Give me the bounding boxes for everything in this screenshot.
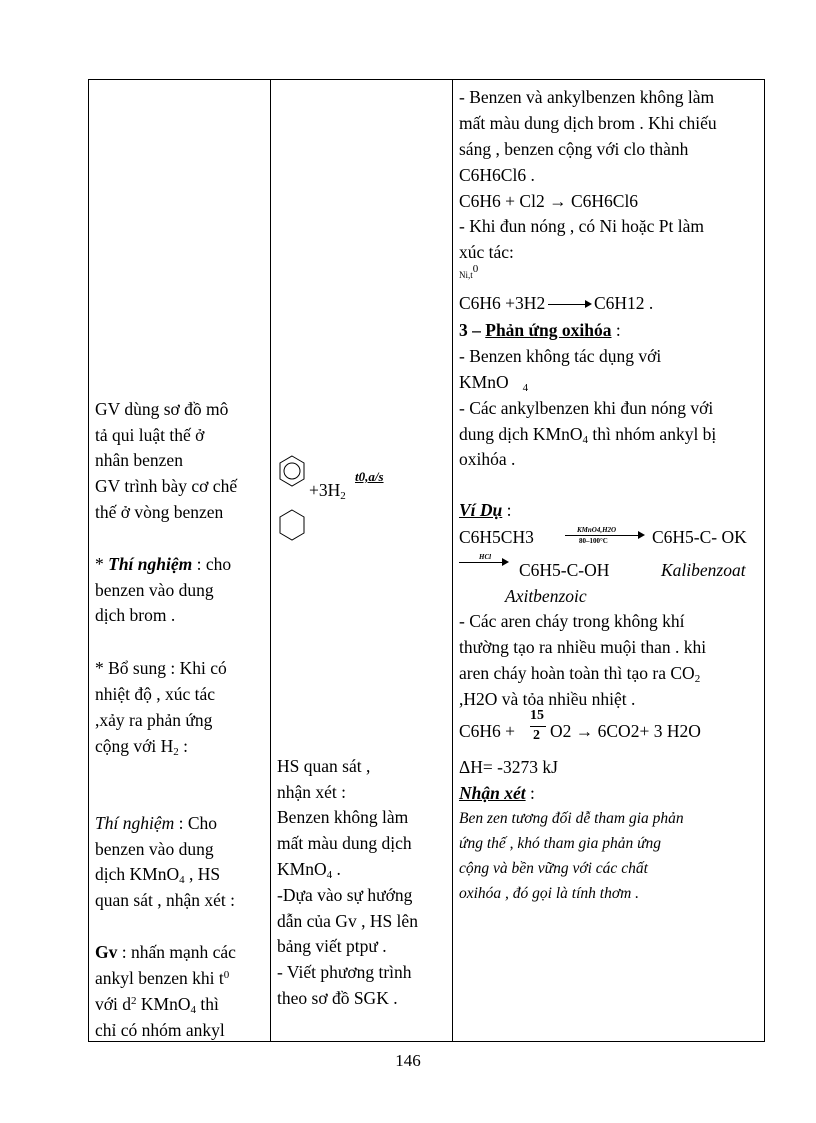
text-line: GV dùng sơ đồ mô: [95, 399, 229, 419]
text-line: - Các ankylbenzen khi đun nóng với: [459, 398, 714, 418]
arrow-head-icon: [638, 531, 645, 539]
formula-line: C6H6Cl6 .: [459, 165, 535, 185]
text-line: mất màu dung dịch brom . Khi chiếu: [459, 113, 717, 133]
text-line: ΔH= -3273 kJ: [459, 757, 558, 777]
arrow-head-icon: [585, 300, 592, 308]
text-line: Gv : nhấn mạnh các: [95, 942, 236, 962]
text-line: Kalibenzoat: [661, 560, 746, 580]
text-line: thường tạo ra nhiều muội than . khi: [459, 637, 707, 657]
text-line: - Khi đun nóng , có Ni hoặc Pt làm: [459, 216, 704, 236]
section-heading: 3 – Phản ứng oxihóa :: [459, 320, 621, 340]
text-line: Thí nghiệm : Cho: [95, 813, 218, 833]
student-activity-column: [271, 80, 452, 1041]
text-line: dịch KMnO$_4$ , HS: [95, 864, 221, 886]
text-line: KMnO$_4$ .: [277, 859, 341, 881]
arrow-icon: [548, 304, 586, 305]
text-line: - Viết phương trình: [277, 962, 412, 982]
text-line: GV trình bày cơ chế: [95, 476, 238, 496]
text-line: xúc tác:: [459, 242, 514, 262]
reaction-condition: HCl: [479, 553, 492, 561]
equation-line: C6H5CH3: [459, 527, 534, 547]
equation-line: O2 → 6CO2+ 3 H2O: [550, 721, 701, 741]
text-line: cộng và bền vững với các chất: [459, 860, 648, 877]
equation-line: C6H6 +: [459, 721, 516, 741]
text-line: ankyl benzen khi $t^0$: [95, 968, 230, 988]
text-line: - Các aren cháy trong không khí: [459, 611, 685, 631]
text-line: cộng với $H_2$ :: [95, 736, 189, 758]
remark-heading: Nhận xét :: [459, 783, 535, 803]
equation-line: C6H5-C- OK: [652, 527, 747, 547]
reaction-condition: $Ni,t^0$: [459, 263, 479, 280]
text-line: mất màu dung dịch: [277, 833, 412, 853]
example-heading: Ví Dụ :: [459, 500, 512, 520]
benzene-ring-icon: [277, 508, 307, 542]
text-line: dịch brom .: [95, 605, 176, 625]
text-line: với $d^2$ KMnO$_4$ thì: [95, 994, 219, 1016]
reaction-condition: KMnO4,H2O: [577, 526, 617, 534]
text-line: Ben zen tương đối dễ tham gia phản: [459, 810, 684, 827]
text-line: tả qui luật thế ở: [95, 425, 205, 445]
equation-line: C6H6 +3H2: [459, 293, 546, 313]
fraction-numerator: 15: [530, 708, 544, 723]
arrow-icon: [565, 535, 639, 536]
text-line: ứng thế , khó tham gia phản ứng: [459, 835, 662, 852]
reaction-condition: 80–100°C: [579, 537, 608, 545]
text-line: bảng viết ptpư .: [277, 936, 387, 956]
text-line: nhiệt độ , xúc tác: [95, 684, 216, 704]
text-line: KMnO $_4$: [459, 372, 529, 394]
page-number: 146: [395, 1051, 421, 1070]
fraction-denominator: 2: [533, 728, 540, 743]
text-line: quan sát , nhận xét :: [95, 890, 235, 910]
content-table: [88, 79, 765, 1042]
equation-line: C6H12 .: [594, 293, 654, 313]
text-line: HS quan sát ,: [277, 756, 371, 776]
text-line: - Benzen không tác dụng với: [459, 346, 662, 366]
text-line: ,xảy ra phản ứng: [95, 710, 213, 730]
text-line: Axitbenzoic: [505, 586, 587, 606]
text-line: oxihóa , đó gọi là tính thơm .: [459, 885, 640, 902]
equation-line: C6H5-C-OH: [519, 560, 610, 580]
text-line: * Thí nghiệm : cho: [95, 554, 232, 574]
fraction-bar: [530, 726, 546, 727]
text-line: - Benzen và ankylbenzen không làm: [459, 87, 715, 107]
reaction-condition: t0,a/s: [355, 469, 384, 484]
text-line: benzen vào dung: [95, 580, 214, 600]
text-line: chỉ có nhóm ankyl: [95, 1020, 225, 1040]
lesson-content-column: [453, 80, 765, 1041]
equation-text: $+3H_2$: [309, 480, 346, 502]
text-line: theo sơ đồ SGK .: [277, 988, 398, 1008]
text-line: nhân benzen: [95, 450, 183, 470]
text-line: Benzen không làm: [277, 807, 409, 827]
arrow-head-icon: [502, 558, 509, 566]
text-line: dẫn của Gv , HS lên: [277, 911, 418, 931]
text-line: aren cháy hoàn toàn thì tạo ra $CO_2$: [459, 663, 701, 685]
equation-line: C6H6 + Cl2 → C6H6Cl6: [459, 191, 639, 211]
text-line: * Bổ sung : Khi có: [95, 658, 227, 678]
text-line: nhận xét :: [277, 782, 347, 802]
arrow-icon: [459, 562, 503, 563]
text-line: benzen vào dung: [95, 839, 214, 859]
text-line: -Dựa vào sự hướng: [277, 885, 413, 905]
text-line: ,H2O và tỏa nhiều nhiệt .: [459, 689, 636, 709]
text-line: dung dịch KMnO$_4$ thì nhóm ankyl bị: [459, 424, 717, 446]
benzene-ring-icon: [277, 454, 307, 488]
teacher-activity-column: [89, 80, 270, 1041]
text-line: oxihóa .: [459, 449, 516, 469]
text-line: sáng , benzen cộng với clo thành: [459, 139, 689, 159]
text-line: thế ở vòng benzen: [95, 502, 224, 522]
